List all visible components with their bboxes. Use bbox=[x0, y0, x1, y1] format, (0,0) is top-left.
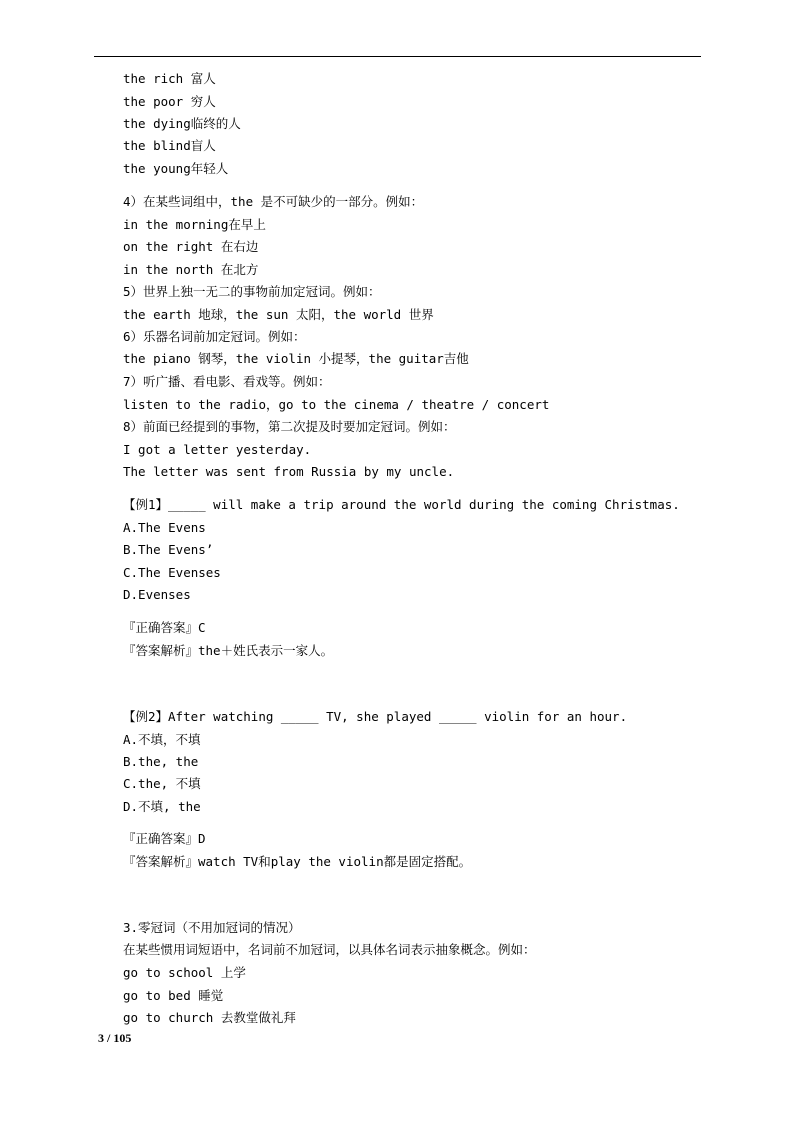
correct-answer: 『正确答案』C bbox=[123, 620, 206, 635]
text-line: in the north 在北方 bbox=[123, 262, 259, 277]
page-number: 3 / 105 bbox=[98, 1031, 132, 1045]
answer-option: D.不填, the bbox=[123, 799, 201, 814]
text-line: the earth 地球，the sun 太阳，the world 世界 bbox=[123, 307, 434, 322]
text-line: the piano 钢琴，the violin 小提琴，the guitar吉他 bbox=[123, 351, 469, 366]
rule-heading: 6）乐器名词前加定冠词。例如： bbox=[123, 329, 306, 344]
text-line: listen to the radio，go to the cinema / theatre / concert bbox=[123, 397, 550, 412]
answer-explanation: 『答案解析』the＋姓氏表示一家人。 bbox=[123, 643, 334, 658]
text-line: the dying临终的人 bbox=[123, 116, 241, 131]
rule-heading: 5）世界上独一无二的事物前加定冠词。例如： bbox=[123, 284, 381, 299]
text-line: go to bed 睡觉 bbox=[123, 988, 224, 1003]
rule-heading: 8）前面已经提到的事物，第二次提及时要加定冠词。例如： bbox=[123, 419, 456, 434]
rule-heading: 4）在某些词组中，the 是不可缺少的一部分。例如： bbox=[123, 194, 424, 209]
example-question: 【例1】_____ will make a trip around the world during the coming Christmas. bbox=[123, 497, 680, 512]
text-line: go to school 上学 bbox=[123, 965, 246, 980]
text-line: the young年轻人 bbox=[123, 161, 229, 176]
text-line: in the morning在早上 bbox=[123, 217, 266, 232]
answer-option: A.The Evens bbox=[123, 520, 206, 535]
answer-option: B.the, the bbox=[123, 754, 199, 769]
correct-answer: 『正确答案』D bbox=[123, 831, 206, 846]
answer-option: C.the, 不填 bbox=[123, 776, 201, 791]
answer-option: B.The Evens’ bbox=[123, 542, 214, 557]
text-line: the rich 富人 bbox=[123, 71, 216, 86]
section-heading: 3.零冠词（不用加冠词的情况） bbox=[123, 920, 301, 935]
text-line: the poor 穷人 bbox=[123, 94, 216, 109]
text-line: the blind盲人 bbox=[123, 138, 216, 153]
answer-explanation: 『答案解析』watch TV和play the violin都是固定搭配。 bbox=[123, 854, 472, 869]
answer-option: A.不填，不填 bbox=[123, 732, 201, 747]
text-line: The letter was sent from Russia by my uncle. bbox=[123, 464, 455, 479]
text-line: 在某些惯用词短语中，名词前不加冠词，以具体名词表示抽象概念。例如： bbox=[123, 942, 536, 957]
example-question: 【例2】After watching _____ TV, she played _____ violin for an hour. bbox=[123, 709, 628, 724]
header-rule bbox=[94, 56, 701, 57]
text-line: I got a letter yesterday. bbox=[123, 442, 312, 457]
answer-option: D.Evenses bbox=[123, 587, 191, 602]
answer-option: C.The Evenses bbox=[123, 565, 221, 580]
text-line: on the right 在右边 bbox=[123, 239, 259, 254]
rule-heading: 7）听广播、看电影、看戏等。例如： bbox=[123, 374, 331, 389]
text-line: go to church 去教堂做礼拜 bbox=[123, 1010, 296, 1025]
